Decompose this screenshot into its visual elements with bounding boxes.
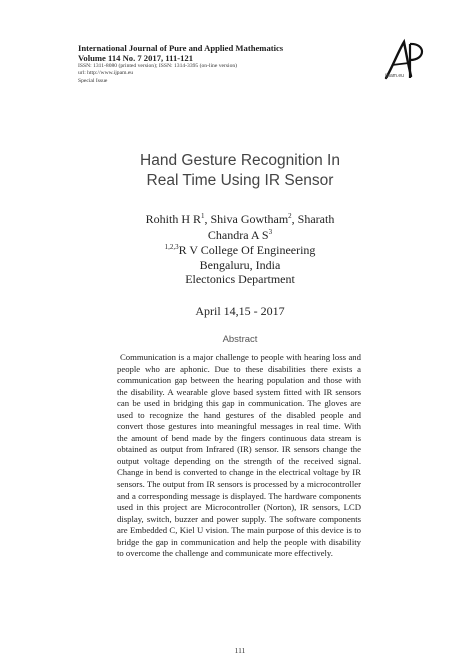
authors-line-2: Chandra A $S^3$ (207, 228, 273, 242)
abstract-heading: Abstract (222, 334, 258, 345)
journal-special-issue: Special Issue (78, 77, 108, 84)
paper-date: April 14,15 - 2017 (195, 304, 285, 318)
journal-url: url: http://www.ijpam.eu (78, 70, 134, 77)
abstract-body: Communication is a major challenge to people with hearing loss and people who are aphonic. Due to these disabilities there exists a communication gap between the hearing population and those with the disability. A wearable glove based system fitted with IR sensors can be used in bridging this gap in communication. The gloves are used to recognize the hand gestures of the disabled people and convert those gestures into meaningful messages in real time. With the amount of bend made by the fingers continuous data stream is obtained as output from Infrared (IR) sensor. IR sensors change the output voltage depending on the strength of the received signal. Change in bend is converted to change in the electrical voltage by IR sensors. The output from IR sensors is processed by a microcontroller and a corresponding message is displayed. The hardware components used in this project are Microcontroller (Norton), IR sensors, LCD display, switch, buzzer and power supply. The software components are Embedded C, Kiel U vision. The main purpose of this device is to bridge the gap in communication and help the people with disability to overcome the challenge and communicate more effectively. (117, 352, 361, 559)
journal-volume: Volume 114 No. 7 2017, 111-121 (78, 53, 193, 63)
logo-url: ijpam.eu (385, 73, 404, 79)
paper-title-line-1: Hand Gesture Recognition In (140, 152, 340, 169)
affiliation-city: Bengaluru, India (199, 258, 281, 272)
journal-name: International Journal of Pure and Applied Mathematics (78, 43, 284, 53)
page-number: 111 (234, 646, 246, 655)
authors-line-1: Rohith H $R^1$, Shiva Gowtham$^2$, Sharath (145, 212, 335, 226)
journal-header (78, 43, 318, 85)
journal-issn: ISSN: 1311-8080 (printed version); ISSN: 1314-3395 (on-line version) (78, 63, 238, 69)
paper-title-line-2: Real Time Using IR Sensor (146, 172, 334, 189)
affiliation: $^{1,2,3}$R V College Of Engineering (164, 243, 316, 257)
affiliation-department: Electonics Department (185, 272, 295, 286)
